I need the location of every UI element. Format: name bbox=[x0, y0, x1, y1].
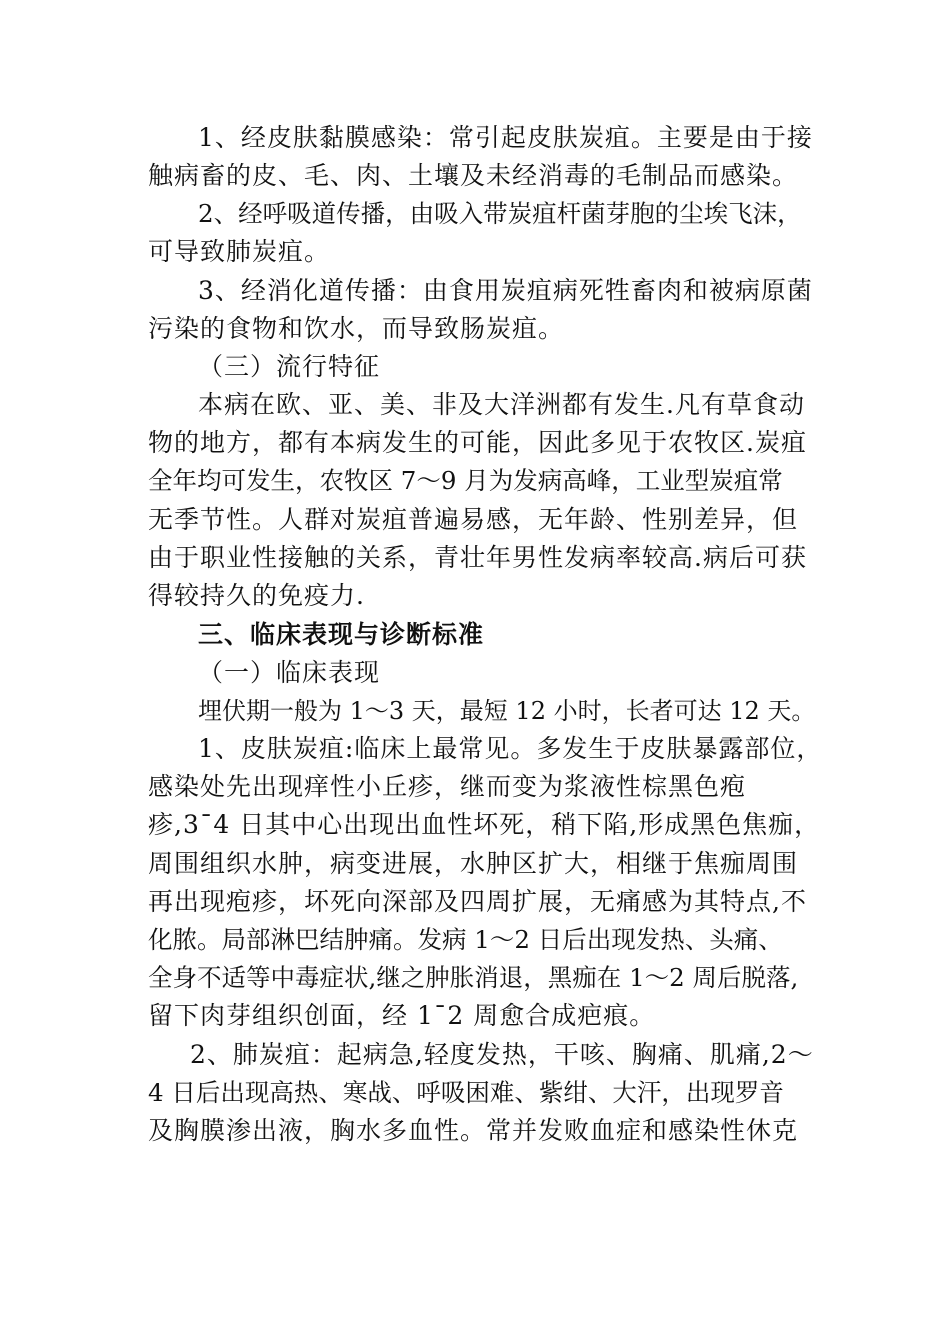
paragraph-line: 无季节性。人群对炭疽普遍易感，无年龄、性别差异，但 bbox=[148, 505, 799, 534]
paragraph-line: 再出现疱疹，坏死向深部及四周扩展，无痛感为其特点,不 bbox=[148, 887, 807, 916]
section-subheading: （一）临床表现 bbox=[198, 658, 381, 687]
section-subheading: （三）流行特征 bbox=[198, 352, 381, 381]
paragraph-line: 周围组织水肿，病变进展，水肿区扩大，相继于焦痂周围 bbox=[148, 849, 799, 878]
paragraph-line: 疹,3¯4 日其中心出现出血性坏死，稍下陷,形成黑色焦痂， bbox=[148, 810, 821, 839]
paragraph-line: 2、肺炭疽：起病急,轻度发热，干咳、胸痛、肌痛,2～ bbox=[190, 1040, 814, 1069]
paragraph-line: 留下肉芽组织创面，经 1¯2 周愈合成疤痕。 bbox=[148, 1001, 656, 1030]
paragraph-line: 埋伏期一般为 1～3 天，最短 12 小时，长者可达 12 天。 bbox=[198, 697, 816, 725]
paragraph-line: 化脓。局部淋巴结肿痛。发病 1～2 日后出现发热、头痛、 bbox=[148, 925, 783, 954]
paragraph-line: 感染处先出现痒性小丘疹，继而变为浆液性棕黑色疱 bbox=[148, 772, 747, 801]
section-heading: 三、临床表现与诊断标准 bbox=[198, 620, 485, 649]
paragraph-line: 本病在欧、亚、美、非及大洋洲都有发生.凡有草食动 bbox=[198, 390, 805, 419]
paragraph-line: 及胸膜渗出液，胸水多血性。常并发败血症和感染性休克 bbox=[148, 1116, 799, 1145]
paragraph-line: 触病畜的皮、毛、肉、土壤及未经消毒的毛制品而感染。 bbox=[148, 161, 799, 190]
paragraph-line: 由于职业性接触的关系，青壮年男性发病率较高.病后可获 bbox=[148, 543, 807, 572]
paragraph-line: 全身不适等中毒症状,继之肿胀消退，黑痂在 1～2 周后脱落, bbox=[148, 963, 799, 992]
paragraph-line: 物的地方，都有本病发生的可能，因此多见于农牧区.炭疽 bbox=[148, 428, 807, 457]
paragraph-line: 4 日后出现高热、寒战、呼吸困难、紫绀、大汗，出现罗音 bbox=[148, 1078, 784, 1107]
paragraph-line: 2、经呼吸道传播，由吸入带炭疽杆菌芽胞的尘埃飞沫， bbox=[198, 199, 802, 228]
paragraph-line: 全年均可发生，农牧区 7～9 月为发病高峰，工业型炭疽常 bbox=[148, 466, 783, 495]
paragraph-line: 1、经皮肤黏膜感染：常引起皮肤炭疽。主要是由于接 bbox=[198, 123, 813, 152]
paragraph-line: 得较持久的免疫力. bbox=[148, 581, 365, 610]
paragraph-line: 3、经消化道传播：由食用炭疽病死牲畜肉和被病原菌 bbox=[198, 276, 813, 305]
paragraph-line: 1、皮肤炭疽:临床上最常见。多发生于皮肤暴露部位， bbox=[198, 734, 823, 763]
paragraph-line: 污染的食物和饮水，而导致肠炭疽。 bbox=[148, 314, 565, 343]
paragraph-line: 可导致肺炭疽。 bbox=[148, 237, 331, 266]
